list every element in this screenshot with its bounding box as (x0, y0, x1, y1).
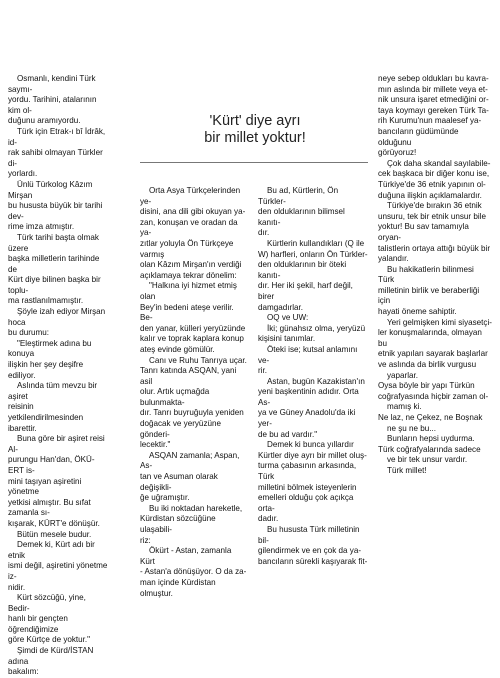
text-line: coğrafyasında hiçbir zaman ol- (378, 391, 489, 401)
text-line: Ünlü Türkolog Kâzım Mirşan (8, 179, 93, 200)
text-line: dadır. (258, 514, 279, 524)
paragraph (140, 356, 248, 451)
text-line: OQ ve UW: (267, 313, 309, 323)
text-line: Buna göre bir aşiret reisi Al- (8, 434, 105, 454)
paragraph (8, 307, 108, 339)
text-line: ve bir tek unsur vardır. (387, 455, 468, 465)
paragraph (378, 74, 492, 159)
text-column-1 (8, 74, 108, 678)
text-line: bu durumu: (8, 328, 49, 338)
text-line: yoktur! Bu sav tamamıyla oryan- (378, 222, 469, 242)
text-line: dır. Tanrı buyruğuyla yeniden (140, 408, 244, 418)
text-line: Canı ve Ruhu Tanrıya uçar. (149, 355, 247, 365)
text-line: taya koymayı gereken Türk Ta- (378, 105, 489, 115)
text-line: rak sahibi olmayan Türkler di- (8, 148, 103, 168)
text-line: İki; günahsız olma, yeryüzü (267, 323, 366, 333)
paragraph (258, 377, 368, 441)
paragraph (140, 546, 248, 599)
text-line: gilendirmek ve en çok da ya- (258, 546, 362, 556)
headline-line: bir millet yoktur! (204, 130, 306, 146)
text-line: Kürtlerin kullandıkları (Q ile (267, 238, 365, 248)
text-line: olan Kâzım Mirşan'ın verdiği (140, 260, 242, 270)
text-line: Türk için Etrak-ı bî İdrâk, id- (8, 126, 106, 147)
text-line: açıklamaya tekrar dönelim: (140, 270, 237, 280)
text-line: Oysa böyle bir yapı Türkün (378, 381, 475, 391)
text-line: Bu ad, Kürtlerin, Ön Türkler- (258, 186, 339, 206)
text-line: Öteki ise; kutsal anlamını ve- (258, 344, 358, 365)
text-line: Türk coğrafyalarında sadece (378, 444, 481, 454)
paragraph (258, 525, 368, 567)
text-line: Osmanlı, kendini Türk saymı- (8, 74, 96, 94)
text-line: başka milletlerin tarihinde de (8, 254, 100, 274)
text-line: doğacak ve yeryüzüne gönderi- (140, 419, 221, 439)
paragraph (378, 424, 492, 435)
text-line: reisinin yetkilendirilmesinden (8, 402, 84, 422)
text-line: göre Kürtçe de yoktur." (8, 635, 91, 645)
paragraph (8, 381, 108, 434)
paragraph (8, 593, 108, 646)
text-line: bancıların sürekli kaşıyarak fit- (258, 556, 368, 566)
headline-divider (140, 162, 368, 163)
text-line: yorlardı. (8, 169, 38, 179)
paragraph (378, 159, 492, 201)
text-line: Çok daha skandal sayılabile- (387, 158, 491, 168)
paragraph (258, 324, 368, 345)
text-line: Yeri gelmişken kimi siyasetçi- (387, 317, 492, 327)
text-line: Demek ki bunca yıllardır (267, 440, 354, 450)
article-headline (196, 113, 314, 147)
paragraph (258, 239, 368, 313)
text-line: Demek ki, Kürt adı bir etnik (8, 540, 95, 560)
text-line: mamış ki. (387, 402, 422, 412)
text-line: milletinin birlik ve beraberliği için (378, 285, 480, 306)
text-line: - Astan'a dönüşüyor. O da za- (140, 567, 247, 577)
paragraph (378, 402, 492, 423)
paragraph (140, 451, 248, 504)
text-line: turma çabasının arkasında, Türk (258, 461, 357, 482)
text-line: ğe uğramıştır. (140, 493, 190, 503)
paragraph (140, 504, 248, 546)
text-line: ilişkin her şey deşifre ediliyor. (8, 360, 84, 380)
paragraph (378, 455, 492, 466)
paragraph (258, 313, 368, 324)
text-line: den olduklarının bilimsel kanıtı- (258, 207, 345, 227)
text-line: Bunların hepsi uydurma. (387, 434, 475, 444)
text-line: Kürt diye bilinen başka bir toplu- (8, 275, 101, 295)
paragraph (8, 127, 108, 180)
text-line: nik unsura işaret etmediğini or- (378, 95, 489, 105)
text-line: rime imza atmıştır. (8, 222, 75, 232)
text-line: rir. (258, 366, 267, 376)
paragraph (258, 440, 368, 525)
text-line: ma rastlanılmamıştır. (8, 296, 84, 306)
text-line: Ne laz, ne Çekez, ne Boşnak (378, 413, 483, 422)
text-line: Aslında tüm mevzu bir aşiret (8, 381, 98, 401)
text-line: man içinde Kürdistan olmuştur. (140, 577, 216, 598)
text-line: Tanrı katında ASQAN, yani asil (140, 366, 237, 386)
text-line: zan, konuşan ve oradan da ya- (140, 217, 238, 238)
text-line: Kürtler diye ayrı bir millet oluş- (258, 450, 367, 460)
text-line: Astan, bugün Kazakistan'ın (267, 376, 365, 386)
text-line: mın aslında bir millete veya et- (378, 84, 488, 94)
text-line: duğuna ilişkin açıklamalardır. (378, 190, 482, 200)
paragraph (8, 339, 108, 381)
paragraph (8, 434, 108, 529)
text-line: purungu Han'dan, ÖKÜ-ERT is- (8, 455, 95, 475)
text-line: ve aslında da birlik vurgusu (378, 360, 477, 370)
text-line: Bu hakikatlerin bilinmesi Türk (378, 264, 474, 285)
text-line: yetkisi almıştır. Bu sıfat zamanla sı- (8, 497, 91, 518)
text-line: riz: (140, 535, 151, 545)
text-line: lecektir." (140, 440, 171, 450)
text-line: yalandır. (378, 254, 409, 264)
text-line: unsuru, tek bir etnik unsur bile (378, 211, 486, 221)
text-line: ateş evinde gömülür. (140, 344, 215, 354)
text-line: W) harfleri, onların Ön Türkler- (258, 249, 368, 259)
paragraph (378, 466, 492, 477)
text-line: Ökürt - Astan, zamanla Kürt (140, 546, 232, 566)
paragraph (378, 318, 492, 371)
text-line: tan ve Asuman olarak değişikli- (140, 472, 218, 492)
paragraph (258, 345, 368, 377)
text-line: cek başkaca bir diğer konu ise, (378, 169, 490, 179)
text-line: ismi değil, aşiretini yönetme iz- (8, 561, 108, 581)
text-line: ASQAN zamanla; Aspan, As- (140, 450, 240, 471)
text-line: görüyoruz! (378, 148, 417, 158)
text-line: ne şu ne bu... (387, 423, 437, 433)
paragraph (8, 180, 108, 233)
paragraph (8, 233, 108, 307)
text-line: den olduklarının bir öteki kanıtı- (258, 260, 347, 280)
text-line: kışarak, KÜRT'e dönüşür. (8, 518, 100, 528)
text-line: disini, ana dili gibi okuyan ya- (140, 207, 246, 217)
paragraph (258, 186, 368, 239)
text-line: "Eleştirmek adına bu konuya (8, 338, 92, 359)
text-line: mini taşıyan aşiretini yönetme (8, 476, 82, 497)
text-line: Türkiye'de bırakın 36 etnik (387, 201, 482, 211)
text-column-3 (258, 186, 368, 567)
text-line: damgadırlar. (258, 302, 303, 312)
text-line: Şimdi de Kürd/İSTAN adına (8, 646, 94, 666)
text-line: milletini bölmek isteyenlerin (258, 482, 357, 492)
text-line: kişisini tanımlar. (258, 334, 316, 344)
text-line: yaparlar. (387, 370, 419, 380)
text-column-4 (378, 74, 492, 477)
text-line: bu hususta büyük bir tarihi dev- (8, 201, 103, 221)
text-line: bancıların güdümünde olduğunu (378, 126, 459, 147)
text-column-2 (140, 186, 248, 599)
text-line: rih Kurumu'nun maalesef ya- (378, 116, 482, 126)
text-line: Bu iki noktadan hareketle, (149, 503, 243, 513)
text-line: neye sebep oldukları bu kavra- (378, 74, 489, 83)
text-line: ler konuşmalarında, olmayan bu (378, 328, 482, 348)
paragraph (378, 265, 492, 318)
paragraph (378, 201, 492, 265)
text-line: dır. Her iki şekil, harf değil, birer (258, 281, 353, 301)
paragraph (140, 281, 248, 355)
text-line: etnik yapıları sayarak başlarlar (378, 349, 488, 359)
text-line: olur. Artık uçmağda bulunmakta- (140, 387, 210, 407)
paragraph (8, 646, 108, 678)
paragraph (8, 540, 108, 593)
paragraph (8, 74, 108, 127)
text-line: dır. (258, 228, 270, 238)
text-line: nidir. (8, 582, 26, 592)
text-line: Kürdistan sözcüğüne ulaşabili- (140, 514, 216, 534)
text-line: Bey'in bedeni ateşe verilir. Be- (140, 302, 234, 323)
paragraph (140, 186, 248, 281)
text-line: de bu ad vardır." (258, 429, 318, 439)
text-line: zıtlar yoluyla Ön Türkçeye varmış (140, 238, 234, 259)
text-line: emelleri olduğu çok açıkça orta- (258, 493, 354, 513)
text-line: hanlı bir gençten öğrendiğimize (8, 614, 68, 634)
text-line: Orta Asya Türkçelerinden ye- (140, 186, 241, 206)
text-line: Türk millet! (387, 465, 427, 475)
text-line: den yanar, külleri yeryüzünde (140, 323, 246, 333)
paragraph (378, 434, 492, 455)
text-line: yeni başkentinin adıdır. Orta As- (258, 387, 359, 407)
paragraph (8, 530, 108, 541)
text-line: ya ve Güney Anadolu'da iki yer- (258, 408, 356, 429)
text-line: Bütün mesele budur. (17, 529, 92, 539)
text-line: kalır ve toprak kaplara konup (140, 334, 244, 344)
text-line: ibarettir. (8, 423, 37, 433)
headline-line: 'Kürt' diye ayrı (209, 113, 301, 129)
text-line: bakalım: (8, 667, 39, 677)
paragraph (378, 371, 492, 403)
text-line: Türkiye'de 36 etnik yapının ol- (378, 179, 486, 189)
text-line: talistlerin ortaya attığı büyük bir (378, 243, 491, 253)
text-line: Türk tarihi başta olmak üzere (8, 232, 99, 253)
text-line: duğunu aramıyordu. (8, 116, 81, 126)
text-line: yordu. Tarihini, atalarının kim ol- (8, 95, 97, 115)
text-line: "Halkına iyi hizmet etmiş olan (140, 281, 237, 301)
text-line: hayati öneme sahiptir. (378, 307, 457, 317)
text-line: Bu hususta Türk milletinin bil- (258, 525, 360, 545)
text-line: Kürt sözcüğü, yine, Bedir- (8, 593, 86, 613)
text-line: Şöyle izah ediyor Mirşan hoca (8, 307, 106, 327)
